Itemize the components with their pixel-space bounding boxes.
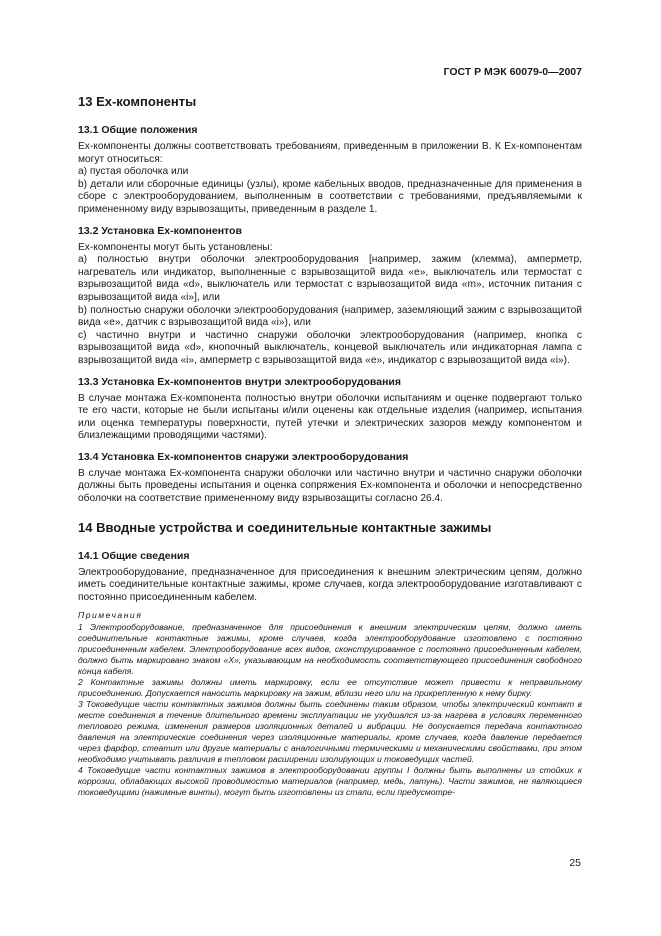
note-2: 2 Контактные зажимы должны иметь маркировку, если ее отсутствие может привести к неправильному присоединению. Допускается наносить маркировку на зажим, вблизи него или на прикрепленную к нему бирку. bbox=[78, 677, 582, 699]
section-14-title: 14 Вводные устройства и соединительные контактные зажимы bbox=[78, 519, 492, 535]
list-item-13-1-b: b) детали или сборочные единицы (узлы), кроме кабельных вводов, предназначенные для применения в сборе с электрооборудованием, выполненным в соответствии с требованиями, предъявляемыми к примененному виду взрывозащиты, приведенным в разделе 1. bbox=[78, 178, 582, 215]
subsection-13-1-title: 13.1 Общие положения bbox=[78, 124, 198, 136]
list-item-13-1-a: а) пустая оболочка или bbox=[78, 166, 189, 178]
notes-title: Примечания bbox=[78, 610, 143, 621]
section-13-title: 13 Ех-компоненты bbox=[78, 94, 197, 109]
paragraph-14-1: Электрооборудование, предназначенное для присоединения к внешним электрическим цепям, должно иметь соединительные контактные зажимы, кроме случаев, когда электрооборудование изготавливают с постоянно присоединенным кабелем. bbox=[78, 566, 582, 603]
note-1: 1 Электрооборудование, предназначенное для присоединения к внешним электрическим цепям, должно иметь соединительные контактные зажимы, кроме случаев, когда электрооборудование изготовлено с постоянно присоединенным кабелем. Электрооборудование всех видов, сконструированное с постоянно присоединенным кабелем, должно быть маркировано знаком «X», указывающим на необходимость соответствующего присоединения свободного конца кабеля. bbox=[78, 622, 582, 677]
page-content bbox=[78, 94, 582, 798]
paragraph-13-2: Ех-компоненты могут быть установлены: bbox=[78, 241, 273, 253]
subsection-13-4-title: 13.4 Установка Ех-компонентов снаружи электрооборудования bbox=[78, 450, 409, 463]
list-item-13-2-a: а) полностью внутри оболочки электрооборудования [например, зажим (клемма), амперметр, нагреватель или индикатор, выполненные с взрывозащитой вида «е», выключатель или термостат с взрывозащитой вида «d», выключатель или термостат с взрывозащитой вида «m», источник питания с взрывозащитой вида «i»], или bbox=[78, 254, 582, 303]
subsection-13-2-title: 13.2 Установка Ех-компонентов bbox=[78, 224, 242, 237]
page-number: 25 bbox=[569, 857, 581, 869]
subsection-13-3-title: 13.3 Установка Ех-компонентов внутри электрооборудования bbox=[78, 375, 401, 388]
paragraph-13-4: В случае монтажа Ех-компонента снаружи оболочки или частично внутри и частично снаружи оболочки должны быть проведены испытания и оценка сопряжения Ех-компонента и оболочки и непосредственно оболочки на соответствие примененному виду взрывозащиты согласно 26.4. bbox=[78, 467, 582, 505]
list-item-13-2-b: b) полностью снаружи оболочки электрооборудования (например, заземляющий зажим с взрывозащитой вида «е», датчик с взрывозащитой вида «i»), или bbox=[78, 304, 582, 329]
note-3: 3 Токоведущие части контактных зажимов должны быть соединены таким образом, чтобы электрический контакт в месте соединения в течение длительного времени эксплуатации не ухудшался из-за нагрева в условиях переменного теплового режима, изменения размеров изоляционных деталей и вибрации. Не допускается передача контактного давления на электрические соединения через изоляционные материалы, кроме случаев, когда давление передается через фарфор, стеатит или другие материалы с аналогичными термическими и механическими свойствами, при этом необходимо учитывать различия в тепловом расширении изолирующих и токоведущих частей. bbox=[78, 699, 582, 765]
paragraph-13-1: Ех-компоненты должны соответствовать требованиям, приведенным в приложении В. К Ех-компонентам могут относиться: bbox=[78, 141, 582, 165]
paragraph-13-3: В случае монтажа Ех-компонента полностью внутри оболочки испытаниям и оценке подвергают только те его части, которые не были испытаны и/или оценены как отдельные изделия (например, испытания или оценка температуры поверхности, путей утечки и электрических зазоров между компонентом и близлежащими проводящими частями). bbox=[78, 392, 582, 442]
note-4: 4 Токоведущие части контактных зажимов в электрооборудовании группы I должны быть выполнены из стойких к коррозии, обладающих высокой проводимостью материалов (например, медь, латунь). Части зажимов, не являющиеся токоведущими (нажимные винты), могут быть изготовлены из стали, если предусмотре- bbox=[78, 765, 582, 798]
subsection-14-1-title: 14.1 Общие сведения bbox=[78, 549, 190, 562]
document-header: ГОСТ Р МЭК 60079-0—2007 bbox=[443, 66, 582, 78]
list-item-13-2-c: с) частично внутри и частично снаружи оболочки электрооборудования (например, кнопка с взрывозащитой вида «d», кнопочный выключатель, концевой выключатель или индикаторная лампа с взрывозащитой вида «i», амперметр с взрывозащитой вида «е», индикатор с взрывозащитой вида «i»). bbox=[78, 329, 582, 366]
